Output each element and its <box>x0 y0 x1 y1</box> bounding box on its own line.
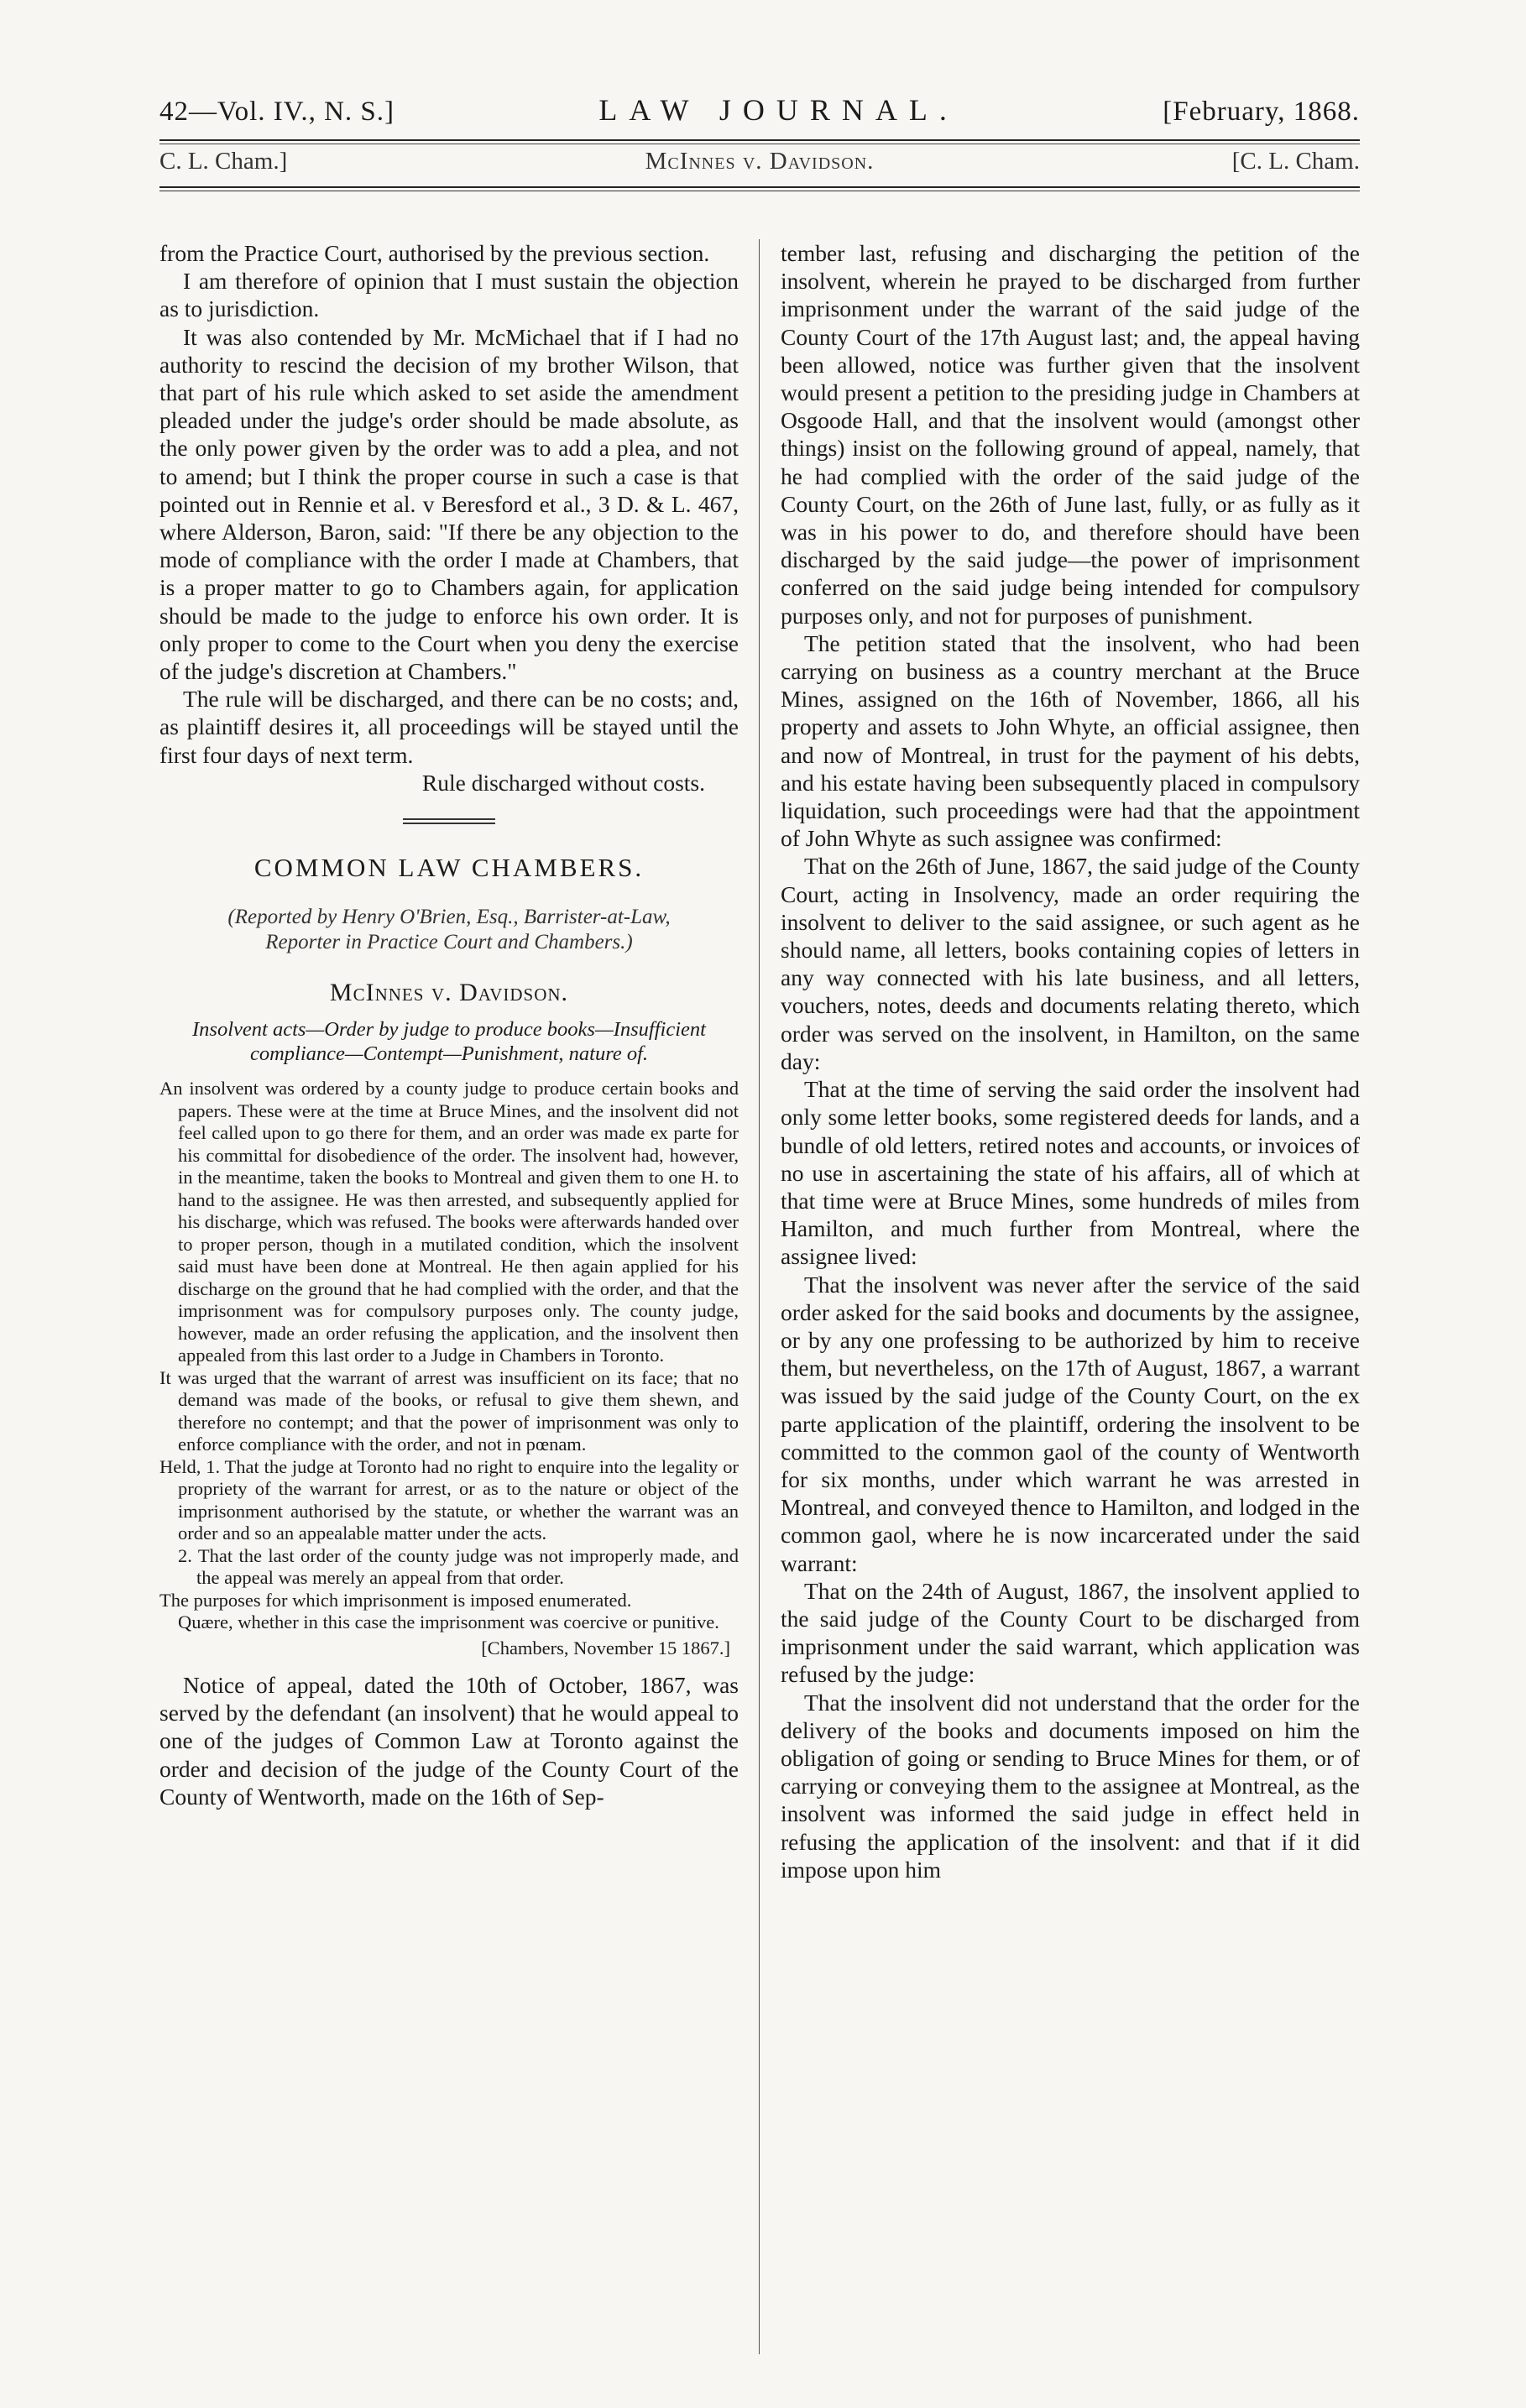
paragraph: That on the 26th of June, 1867, the said judge of the County Court, acting in Insolvency, made an order requiring the insolvent to deliver to the said assignee, or such agent as he should name, all letters, books containing copies of letters in any way connected with his late business, and all letters, vouchers, notes, deeds and documents relating thereto, which order was served on the insolvent, in Hamilton, on the same day: <box>781 853 1360 1074</box>
running-head <box>159 92 1360 134</box>
section-title: COMMON LAW CHAMBERS. <box>253 853 645 883</box>
journal-page <box>159 92 1360 2358</box>
section-ornament <box>403 818 495 824</box>
paragraph: That the insolvent did not understand that the order for the delivery of the books and documents imposed on him the obligation of going or sending to Bruce Mines for them, or of carrying or conveying them to the assignee at Montreal, as the insolvent was informed the said judge in effect held in refusing the application of the insolvent: and that if it did impose upon him <box>781 1689 1360 1883</box>
case-subhead <box>159 144 1360 185</box>
court-date: [Chambers, November 15 1867.] <box>481 1637 730 1658</box>
subhead-court-right: [C. L. Cham. <box>1231 148 1360 175</box>
reporter-line: Reporter in Practice Court and Chambers.) <box>265 931 633 954</box>
right-column <box>781 239 1360 1883</box>
reporter-line: (Reported by Henry O'Brien, Esq., Barrister-at-Law, <box>227 906 671 929</box>
paragraph: That the insolvent was never after the service of the said order asked for the said books and documents by the assignee, or by any one professing to be authorized by him to receive them, but nevertheless, on the 17th of August, 1867, a warrant was issued by the said judge of the County Court, on the ex parte application of the plaintiff, ordering the insolvent to be committed to the common gaol of the county of Wentworth for six months, under which warrant he was arrested in Montreal, and conveyed thence to Hamilton, and lodged in the common gaol, where he is now incarcerated under the said warrant: <box>781 1271 1360 1576</box>
paragraph: That at the time of serving the said order the insolvent had only some letter books, some registered deeds for lands, and a bundle of old letters, retired notes and accounts, or invoices of no use in ascertaining the state of his affairs, all of which at that time were at Bruce Mines, some hundreds of miles from Hamilton, and much further from Montreal, where the assignee lived: <box>781 1076 1360 1270</box>
subhead-rule <box>159 186 1360 188</box>
headnote-paragraph: 2. That the last order of the county judge was not improperly made, and the appeal was merely an appeal from that order. <box>178 1544 739 1589</box>
left-column <box>159 239 739 1810</box>
header-rule <box>159 139 1360 141</box>
catchwords: Insolvent acts—Order by judge to produce books—Insufficient compliance—Contempt—Punishment, nature of. <box>192 1018 706 1066</box>
headnote-paragraph: It was urged that the warrant of arrest was insufficient on its face; that no demand was made of the books, or refusal to give them shewn, and therefore no contempt; and that the power of imprisonment was only to enforce compliance with the order, and not in pœnam. <box>159 1366 739 1455</box>
headnote-paragraph: Quære, whether in this case the imprisonment was coercive or punitive. <box>178 1611 719 1633</box>
subhead-court-left: C. L. Cham.] <box>159 148 288 175</box>
case-title: McInnes v. Davidson. <box>329 979 569 1007</box>
ruling: Rule discharged without costs. <box>421 769 705 796</box>
paragraph: That on the 24th of August, 1867, the insolvent applied to the said judge of the County Court to be discharged from imprisonment under the said warrant, which application was refused by the judge: <box>781 1577 1360 1688</box>
headnote-paragraph: An insolvent was ordered by a county judge to produce certain books and papers. These were at the time at Bruce Mines, and the insolvent did not feel called upon to go there for them, and an order was made ex parte for his committal for disobedience of the order. The insolvent had, however, in the meantime, taken the books to Montreal and given them to one H. to hand to the assignee. He was then arrested, and subsequently applied for his discharge, which was refused. The books were afterwards handed over to proper person, though in a mutilated condition, which the insolvent said must have been done at Montreal. He then again applied for his discharge on the ground that he had complied with the order, and that the imprisonment was for compulsory purposes only. The county judge, however, made an order refusing the application, and the insolvent then appealed from this last order to a Judge in Chambers in Toronto. <box>159 1078 739 1366</box>
paragraph: The petition stated that the insolvent, who had been carrying on business as a country merchant at the Bruce Mines, assigned on the 16th of November, 1866, all his property and assets to John Whyte, an official assignee, then and now of Montreal, in trust for the payment of his debts, and his estate having been subsequently placed in compulsory liquidation, such proceedings were had that the appointment of John Whyte as such assignee was confirmed: <box>781 629 1360 852</box>
paragraph: tember last, refusing and discharging the petition of the insolvent, wherein he prayed to be discharged from further imprisonment under the warrant of the said judge of the County Court of the 17th August last; and, the appeal having been allowed, notice was further given that the insolvent would present a petition to the presiding judge in Chambers at Osgoode Hall, and that the insolvent would (amongst other things) insist on the following ground of appeal, namely, that he had complied with the order of the said judge of the County Court, on the 26th of June last, fully, or as fully as it was in his power to do, and therefore should have been discharged by the said judge—the power of imprisonment conferred on the said judge being intended for compulsory purposes only, and not for purposes of punishment. <box>781 240 1360 629</box>
subhead-case-name: McInnes v. Davidson. <box>645 148 875 175</box>
headnote-paragraph: The purposes for which imprisonment is imposed enumerated. <box>159 1589 632 1611</box>
reporter-credit <box>159 905 739 955</box>
running-head-volume: 42—Vol. IV., N. S.] <box>159 97 395 127</box>
paragraph: from the Practice Court, authorised by the previous section. <box>159 240 710 266</box>
running-head-date: [February, 1868. <box>1163 97 1360 127</box>
paragraph: I am therefore of opinion that I must sustain the objection as to jurisdiction. <box>159 268 739 322</box>
journal-title: LAW JOURNAL. <box>598 93 959 127</box>
column-divider <box>759 239 760 2354</box>
text-columns <box>159 239 1360 2354</box>
headnote-paragraph: Held, 1. That the judge at Toronto had no right to enquire into the legality or propriety of the warrant for arrest, or as to the nature or object of the imprisonment authorised by the statute, or whether the warrant was an order and so an appealable matter under the acts. <box>159 1455 739 1544</box>
paragraph: It was also contended by Mr. McMichael that if I had no authority to rescind the decision of my brother Wilson, that that part of his rule which asked to set aside the amendment pleaded under the judge's order should be made absolute, as the only power given by the order was to add a plea, and not to amend; but I think the proper course in such a case is that pointed out in Rennie et al. v Beresford et al., 3 D. & L. 467, where Alderson, Baron, said: "If there be any objection to the mode of compliance with the order I made at Chambers, that is a proper matter to go to Chambers again, for application should be made to the judge to enforce his own order. It is only proper to come to the Court when you deny the exercise of the judge's discretion at Chambers." <box>159 323 739 685</box>
paragraph: The rule will be discharged, and there can be no costs; and, as plaintiff desires it, all proceedings will be stayed until the first four days of next term. <box>159 686 739 768</box>
headnote <box>159 1078 739 1659</box>
paragraph: Notice of appeal, dated the 10th of October, 1867, was served by the defendant (an insolvent) that he would appeal to one of the judges of Common Law at Toronto against the order and decision of the judge of the County Court of the County of Wentworth, made on the 16th of Sep- <box>159 1672 739 1810</box>
